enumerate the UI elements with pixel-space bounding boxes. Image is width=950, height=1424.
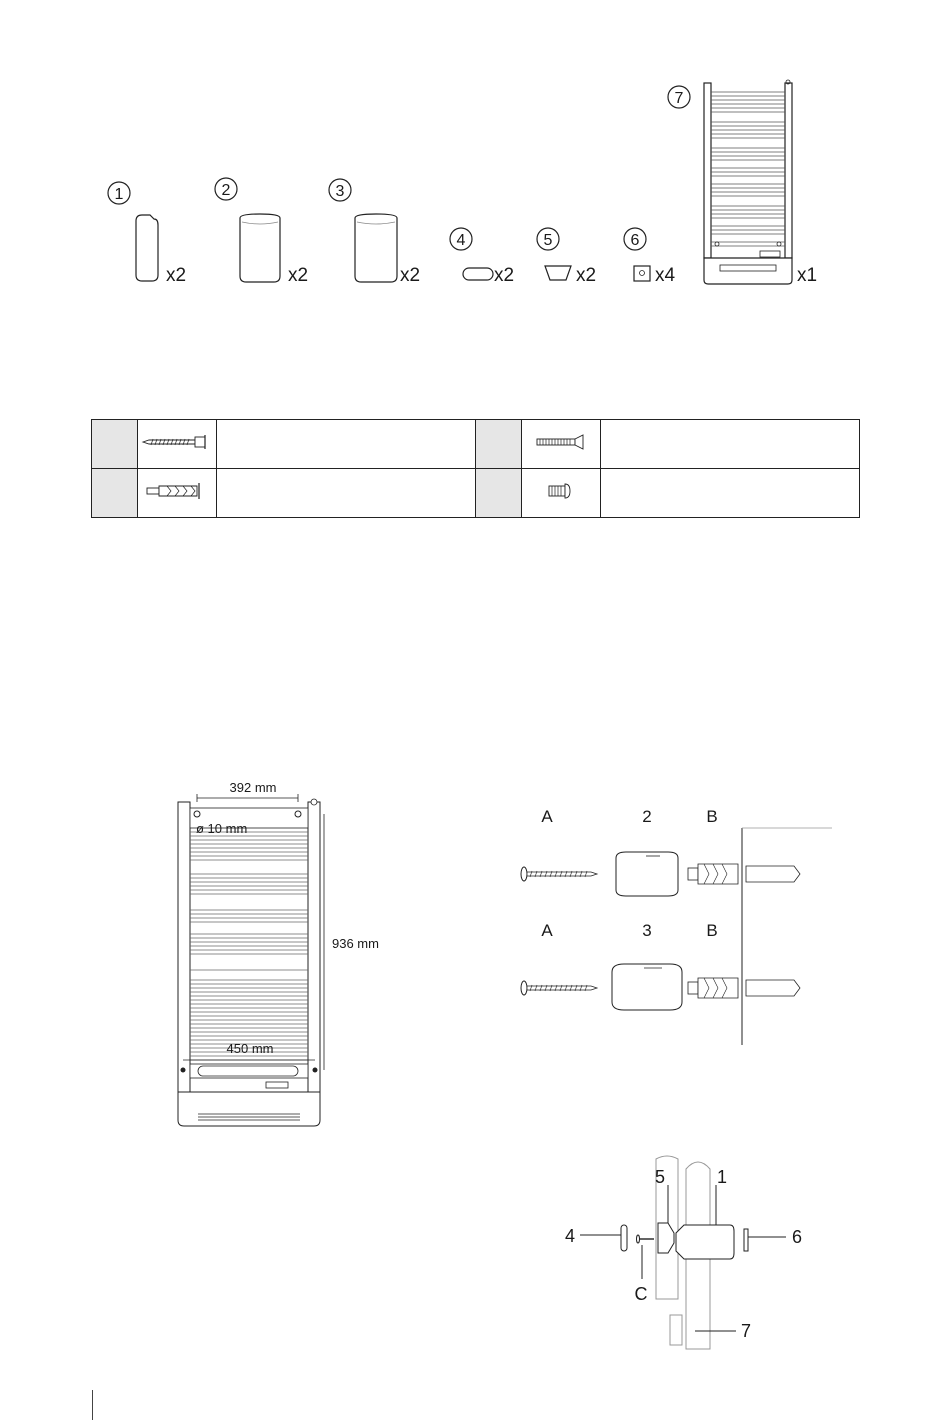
row2-plug-icon (688, 978, 738, 998)
dim-bottom-span: 450 mm (226, 1041, 274, 1056)
part-1 (108, 182, 186, 286)
row-2-left-desc (217, 469, 476, 518)
part-3 (329, 179, 420, 286)
row-1-left-label (92, 420, 138, 469)
row2-label-screw: A (541, 921, 553, 940)
row2-spacer-icon (612, 964, 682, 1010)
part-6-number: 6 (630, 232, 640, 249)
part-2 (215, 178, 308, 286)
wood-screw-icon (141, 432, 213, 452)
label-c: C (634, 1284, 648, 1304)
row1-label-plug: B (706, 807, 718, 826)
part-6-qty: x4 (655, 265, 676, 286)
row-1-right-desc (601, 420, 860, 469)
label-7: 7 (740, 1321, 752, 1341)
mount-hole (194, 811, 200, 817)
row2-label-spacer: 3 (642, 921, 652, 940)
machine-screw-icon (525, 481, 597, 501)
mount-hole (295, 811, 301, 817)
part-5-number: 5 (543, 232, 553, 249)
wall-plug-icon (141, 481, 213, 501)
row2-screw-icon (521, 981, 597, 995)
dimension-drawing (150, 770, 420, 1140)
label-1: 1 (716, 1167, 728, 1187)
table-row (92, 420, 860, 469)
part-3-qty: x2 (400, 265, 421, 286)
part-7 (668, 80, 817, 286)
row-1-left-desc (217, 420, 476, 469)
row2-label-plug: B (706, 921, 718, 940)
row-2-right-label (476, 469, 522, 518)
square-plug-icon (634, 266, 650, 281)
part-7-number: 7 (674, 90, 684, 107)
cone-cap-icon (545, 266, 571, 280)
machine-screw-cell (522, 469, 601, 518)
wood-screw-cell (138, 420, 217, 469)
part-2-number: 2 (221, 182, 231, 199)
radiator-icon (704, 80, 792, 284)
bracket-icon (676, 1225, 734, 1259)
countersunk-screw-cell (522, 420, 601, 469)
label-5: 5 (654, 1167, 666, 1187)
parts-overview (0, 0, 950, 320)
part-1-qty: x2 (166, 265, 187, 286)
wall-mount-diagram (510, 800, 840, 1050)
dim-height: 936 mm (332, 936, 379, 951)
assembly-diagram (550, 1155, 830, 1355)
row1-spacer-icon (616, 852, 678, 896)
part-4-number: 4 (456, 232, 466, 249)
washer-icon (463, 268, 493, 280)
label-4: 4 (564, 1226, 576, 1246)
end-cap-icon (136, 215, 158, 281)
page-margin-rule (92, 1390, 93, 1420)
row-2-right-desc (601, 469, 860, 518)
dim-top-span: 392 mm (229, 780, 277, 795)
part-5-qty: x2 (576, 265, 597, 286)
part-2-qty: x2 (288, 265, 309, 286)
row-1-right-label (476, 420, 522, 469)
countersunk-screw-icon (525, 432, 597, 452)
dim-hole-diameter: ø 10 mm (196, 821, 248, 836)
part-1-number: 1 (114, 186, 124, 203)
part-3-number: 3 (335, 183, 345, 200)
part-6 (624, 228, 676, 286)
row1-screw-icon (521, 867, 597, 881)
hardware-table (91, 419, 860, 518)
wall-plug-cell (138, 469, 217, 518)
row-2-left-label (92, 469, 138, 518)
part-5 (537, 228, 596, 286)
row1-label-screw: A (541, 807, 553, 826)
part-4-qty: x2 (494, 265, 515, 286)
part-7-qty: x1 (797, 265, 818, 286)
row1-label-spacer: 2 (642, 807, 652, 826)
label-6: 6 (791, 1227, 803, 1247)
row1-plug-icon (688, 864, 738, 884)
table-row (92, 469, 860, 518)
part-4 (450, 228, 514, 286)
